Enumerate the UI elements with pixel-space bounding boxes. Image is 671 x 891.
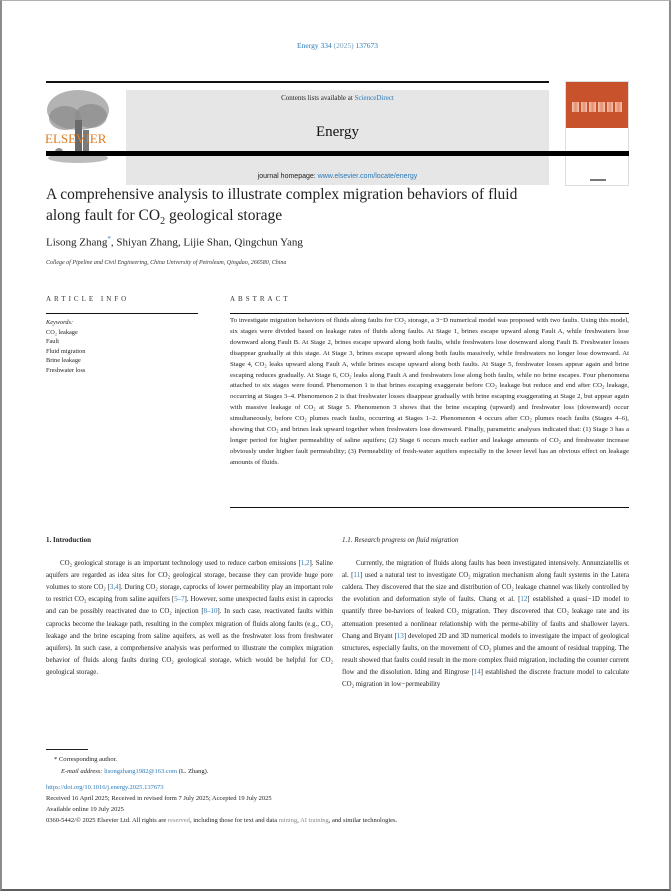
keyword: Brine leakage [46,357,81,364]
header-top-rule [46,81,549,83]
homepage-line [126,173,549,180]
citation-link[interactable]: 12 [520,596,528,604]
footnote-mark: * [54,756,58,763]
citation-link[interactable]: 11 [353,572,361,580]
keywords-label: Keywords: [46,319,74,326]
email-label: E-mail address: [61,768,105,775]
doi-link[interactable]: https://doi.org/10.1016/j.energy.2025.137673 [46,784,164,791]
affiliation: College of Pipeline and Civil Engineering, China University of Petroleum, Qingdao, 266580, China [46,260,287,266]
corresponding-author-mark[interactable]: * [107,235,111,243]
received-dates: Received 16 April 2025; Received in revised form 7 July 2025; Accepted 19 July 2025 [46,795,272,802]
email-link[interactable]: lisongzhang1982@163.com [104,768,178,775]
citation-link[interactable]: 5–7 [174,596,185,604]
article-info-heading: ARTICLE INFO [46,295,130,303]
copyright-line [46,815,397,826]
author-name[interactable]: Lijie Shan [183,236,229,249]
reserved-link[interactable]: reserved [167,817,190,824]
elsevier-wordmark: ELSEVIER [45,131,107,146]
journal-banner [126,90,549,185]
paragraph-text: ] used a natural test to investigate CO₂ migration mechanism along fault systems in the Latera caldera. They discovered that the size and distribution of CO₂ leakage channel was likely controlled by the evolution and deformation style of faults. Chang et al. [ [342,572,630,604]
article-info-rule [46,313,198,314]
citation-link[interactable]: 1,2 [300,560,310,568]
copyright-sep: , [297,817,301,824]
footnote-rule [46,749,88,750]
journal-name: Energy [315,124,360,140]
research-progress-heading: 1.1. Research progress on fluid migration [342,536,459,544]
paragraph-text: ] developed 2D and 3D numerical models to investigate the impact of geological structures, especially faults, on the movement of CO₂ plumes and the amount of residual trapping. The result showed that faults could result in the more complex fluid migration, including the counter current flow and the dissolution. Iding and Ringrose [ [342,632,629,676]
corresponding-label: Corresponding author. [58,756,118,763]
paragraph-text: Currently, the migration of fluids along faults has been investigated intensively. Annunziatellis et al. [ [342,560,629,580]
paragraph-text: ] established the discrete fracture model to calculate CO₂ migration in low−permeability [342,668,629,689]
header-thick-rule [46,151,629,156]
keywords-block [46,318,85,375]
tree-logo-icon [45,88,111,168]
journal-ref-volume[interactable]: 334 [320,41,332,50]
journal-reference[interactable] [2,41,671,50]
paragraph-text: ]. Saline aquifers are regarded as idea sites for CO₂ geological storage, because they can provide huge pore volumes to store CO₂ [ [46,560,333,592]
citation-link[interactable]: 14 [473,668,481,676]
article-title [46,184,606,232]
ai-training-link[interactable]: AI training [300,817,329,824]
abstract-heading: ABSTRACT [230,295,291,303]
title-line-1: A comprehensive analysis to illustrate complex migration behaviors of fluid [46,186,518,203]
abstract-text: To investigate migration behaviors of fluids along faults for CO₂ storage, a 3−D numerical model was proposed with two faults. Using this model, six stages were divided based on leakage rates of fluids along faults. At Stage 1, brines escape upward along Fault A, while freshwaters lose downward along Fault B. At Stage 2, brines escape upward along both faults, while freshwaters lose downward along Fault B. Freshwater losses disappear gradually at this stage. At Stage 3, brines escape upward along both faults massively, while freshwaters no longer lose downward. At Stage 4, CO₂ leaks upward along Fault A, while brines escape upward along both faults. At Stage 5, freshwater losses appear again and brine escaping reduces gradually. At Stage 6, CO₂ leaks along Fault A and freshwaters lose along both faults, while no brine escapes. Four phenomena attached to six stages were found. Phenomenon 1 is that brines escaping exaggerate before CO₂ leakage but reduce and end after CO₂ leakage, occurring at Stages 3–4. Phenomenon 2 is that freshwater losses disappear gradually with brine escaping exaggerating at Stage 2, but appear again with massive leakage of CO₂ at Stage 5. Phenomenon 3 shows that the brine escaping (upward) and freshwater loss (downward) occur simultaneously, before CO₂ plumes reach faults, occurring at Stages 1–2. Phenomenon 4 occurs after CO₂ plumes reach faults (Stages 4–6), showing that CO₂ and brines leak upward together when freshwaters lose downward. Finally, parametric analyses indicated that: (1) Stage 3 has a longer period for higher permeability of saline aquifers; (2) Stage 6 occurs much earlier and leakage amounts of CO₂ and freshwater increase obviously under higher fault permeability; (3) Permeability of fresh-water aquifers especially in the lower level has an obvious effect on leakage amounts of fluids. [230,317,629,466]
paragraph-text: CO₂ geological storage is an important technology used to reduce carbon emissions [ [60,560,301,568]
paragraph-text: ]. However, some unexpected faults exist in caprocks and can be possibly reactivated due to CO₂ injection [ [46,596,333,616]
author-list: Lisong Zhang*, Shiyan Zhang, Lijie Shan, Qingchun Yang [46,235,303,249]
email-suffix: (L. Zhang). [177,768,209,775]
title-line-2-post: geological storage [165,207,283,224]
keyword: Fluid migration [46,347,86,355]
abstract-bottom-rule [230,507,629,508]
copyright-pre: 0360-5442/© 2025 Elsevier Ltd. All rights are [46,817,168,824]
copyright-mid: , including those for text and data [189,817,279,824]
citation-link[interactable]: 3,4 [109,584,119,592]
copyright-post: , and similar technologies. [328,817,398,824]
mining-link[interactable]: mining [278,817,298,824]
citation-link[interactable]: 8–10 [203,608,218,616]
contents-prefix: Contents lists available at [281,94,355,102]
title-line-2 [46,205,606,232]
paragraph-text: ] established a quasi−1D model to quantify three be-haviors of leaked CO₂ migration. They discovered that CO₂ leakage rate and its attenuation presented a nonlinear relationship with the perme-ability of faults and shallower layers. Chang and Bryant [ [342,596,629,640]
publication-footer [46,782,397,826]
paragraph-text: ]. In such case, reactivated faults within caprocks become the leakage path, resulting in the complex migration of fluids along faults (e.g., CO₂ leakage and the brine escaping from saline aquifers, as well as the freshwater loss from freshwater aquifers). In such case, a comprehensive analysis was performed to illustrate the complex migration behavior of fluids along faults during CO₂ geological storage, which would be helpful for CO₂ geological storage. [46,608,333,676]
research-progress-section [342,534,629,691]
keyword: Freshwater loss [46,366,86,374]
footnote [54,754,208,778]
introduction-paragraph [46,558,333,679]
keyword: Fault [46,338,59,345]
corresponding-note [54,754,208,766]
email-line [54,766,208,778]
cover-footer-mark [590,179,606,181]
keyword: CO₂ leakage [46,328,78,336]
journal-homepage-link[interactable]: www.elsevier.com/locate/energy [317,173,418,180]
introduction-heading: 1. Introduction [46,536,91,544]
cover-color-band [566,82,628,128]
paragraph-text: ]. During CO₂ storage, caprocks of lower permeability play an important role to restrict CO₂ escaping from saline aquifers [ [46,584,333,604]
contents-line [126,94,549,102]
title-line-2-pre: along fault for CO [46,207,161,224]
author-name[interactable]: Qingchun Yang [234,236,303,249]
sciencedirect-link[interactable]: ScienceDirect [354,94,394,102]
homepage-prefix: journal homepage: [257,173,318,180]
citation-link[interactable]: 13 [396,632,404,640]
research-progress-paragraph [342,558,629,691]
journal-ref-article-no[interactable]: 137673 [355,41,378,50]
journal-cover-icon[interactable] [565,81,629,186]
journal-ref-name[interactable]: Energy [297,41,319,50]
author-name[interactable]: Lisong Zhang [46,236,108,249]
available-online: Available online 19 July 2025 [46,806,124,813]
journal-ref-year: (2025) [333,41,354,50]
author-name[interactable]: Shiyan Zhang [116,236,178,249]
introduction-section [46,534,333,679]
abstract-top-rule [230,313,629,314]
title-subscript: 2 [160,216,166,228]
cover-title-glyphs [572,102,622,112]
